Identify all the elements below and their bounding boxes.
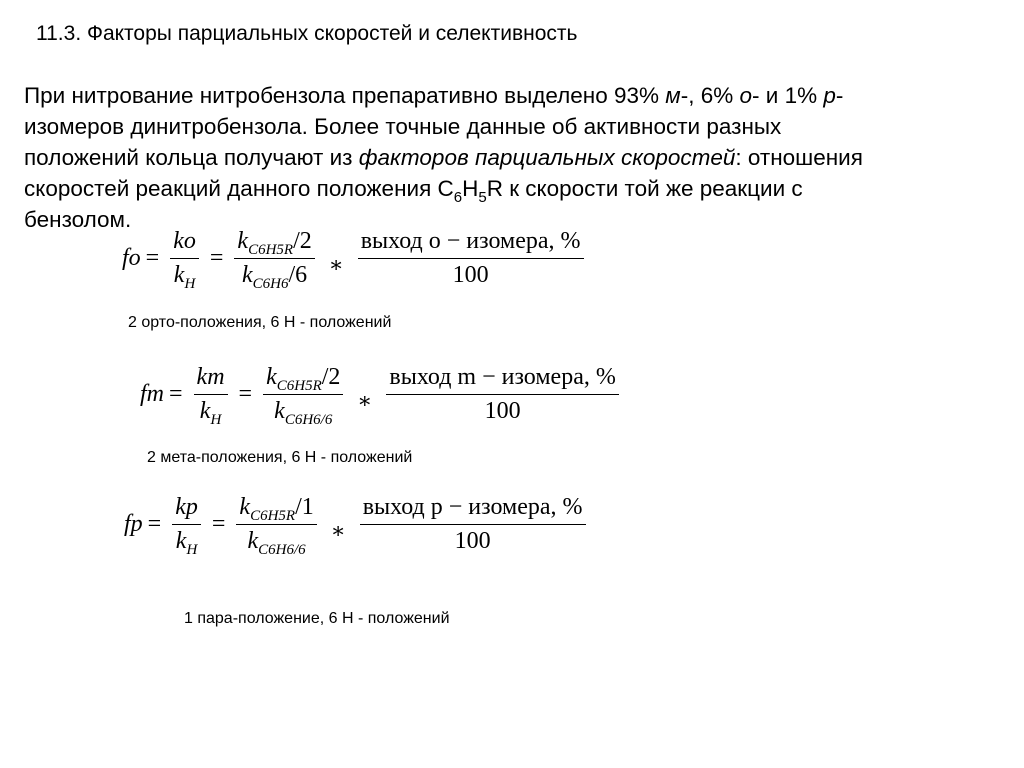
k-symbol: k: [237, 228, 249, 254]
k-symbol: k: [173, 262, 185, 288]
intro-line-1: [24, 80, 999, 111]
equals-sign: =: [169, 381, 183, 407]
k-symbol: k: [247, 528, 259, 554]
meta-letter: м: [665, 83, 681, 108]
subscript: C6H6: [258, 542, 294, 558]
equals-sign: =: [209, 245, 224, 271]
fraction-denominator: 100: [454, 528, 491, 554]
intro-text: -, 6%: [680, 83, 740, 108]
fraction-rate-ratio: [172, 494, 201, 558]
subscript: 6: [453, 189, 463, 206]
intro-line-4: [24, 173, 999, 204]
subscript: C6H6: [284, 412, 321, 428]
subscript: C6H6: [252, 276, 289, 292]
fraction-numerator: kp: [172, 494, 201, 525]
multiply-sign: ∗: [330, 517, 346, 543]
k-symbol: k: [199, 398, 211, 424]
intro-text: бензолом.: [24, 207, 132, 232]
fraction-denominator: [271, 395, 335, 428]
fraction-rate-ratio: [170, 228, 199, 292]
intro-line-2: [24, 111, 999, 142]
equals-sign: =: [147, 511, 162, 537]
intro-paragraph: [24, 80, 999, 235]
partial-rate-factors-term: факторов парциальных скоростей: [358, 145, 736, 170]
ortho-letter: о: [739, 83, 753, 108]
equals-sign: =: [145, 245, 160, 271]
fraction-numerator: выход p − изомера, %: [360, 494, 586, 525]
k-symbol: k: [266, 364, 277, 390]
equals-sign: =: [238, 381, 253, 407]
formula-lhs: fp: [124, 511, 143, 537]
slide-title: 11.3. Факторы парциальных скоростей и селективность: [36, 22, 578, 45]
divisor: /6: [288, 262, 308, 288]
intro-line-3: [24, 142, 999, 173]
subscript: C6H5R: [248, 242, 294, 258]
fraction-yield: [360, 494, 586, 555]
note-meta: 2 мета-положения, 6 Н - положений: [147, 449, 413, 466]
formula-para: [124, 494, 592, 558]
equals-sign: =: [211, 511, 226, 537]
fraction-denominator: [171, 259, 199, 292]
fraction-denominator: [173, 525, 201, 558]
note-para: 1 пара-положение, 6 Н - положений: [184, 610, 450, 627]
divisor: /1: [295, 494, 314, 520]
intro-text: - и 1%: [752, 83, 824, 108]
fraction-numerator: выход m − изомера, %: [386, 364, 618, 395]
subscript: H: [186, 542, 198, 558]
fraction-denominator: 100: [484, 398, 521, 424]
fraction-yield: [358, 228, 584, 289]
fraction-numerator: [234, 228, 314, 259]
fraction-per-position: [234, 228, 314, 292]
formula-ortho: [122, 228, 590, 292]
subscript: C6H5R: [250, 508, 296, 524]
intro-text: положений кольца получают из: [24, 145, 359, 170]
para-letter: р: [823, 83, 836, 108]
divisor: /2: [293, 228, 312, 254]
subscript: H: [184, 276, 196, 292]
k-symbol: k: [242, 262, 253, 288]
fraction-denominator: 100: [452, 262, 489, 288]
formula-meta: [140, 364, 625, 428]
k-symbol: k: [175, 528, 187, 554]
multiply-sign: ∗: [357, 387, 373, 413]
divisor: /6: [294, 542, 306, 558]
fraction-denominator: [197, 395, 225, 428]
subscript: H: [210, 412, 222, 428]
fraction-denominator: [239, 259, 310, 292]
note-ortho: 2 орто-положения, 6 Н - положений: [128, 314, 392, 331]
divisor: /2: [321, 364, 341, 390]
fraction-rate-ratio: [194, 364, 228, 428]
fraction-numerator: km: [194, 364, 228, 395]
intro-text: H: [462, 176, 479, 201]
intro-text: скоростей реакций данного положения C: [24, 176, 454, 201]
multiply-sign: ∗: [328, 251, 344, 277]
subscript: C6H5R: [276, 378, 322, 394]
formula-lhs: fo: [122, 245, 141, 271]
fraction-numerator: выход о − изомера, %: [358, 228, 584, 259]
fraction-numerator: [236, 494, 316, 525]
divisor: /6: [320, 412, 333, 428]
k-symbol: k: [274, 398, 285, 424]
intro-text: изомеров динитробензола. Более точные данные об активности разных: [24, 114, 782, 139]
subscript: 5: [478, 189, 487, 206]
formula-lhs: fm: [140, 381, 164, 407]
fraction-per-position: [236, 494, 316, 558]
fraction-denominator: [245, 525, 309, 558]
fraction-numerator: [263, 364, 343, 395]
fraction-numerator: ko: [170, 228, 199, 259]
fraction-per-position: [263, 364, 343, 428]
fraction-yield: [386, 364, 618, 425]
intro-text: : отношения: [735, 145, 863, 170]
intro-text: R к скорости той же реакции с: [486, 176, 803, 201]
intro-text: При нитрование нитробензола препаративно выделено 93%: [24, 83, 666, 108]
k-symbol: k: [239, 494, 251, 520]
intro-text: -: [835, 83, 844, 108]
